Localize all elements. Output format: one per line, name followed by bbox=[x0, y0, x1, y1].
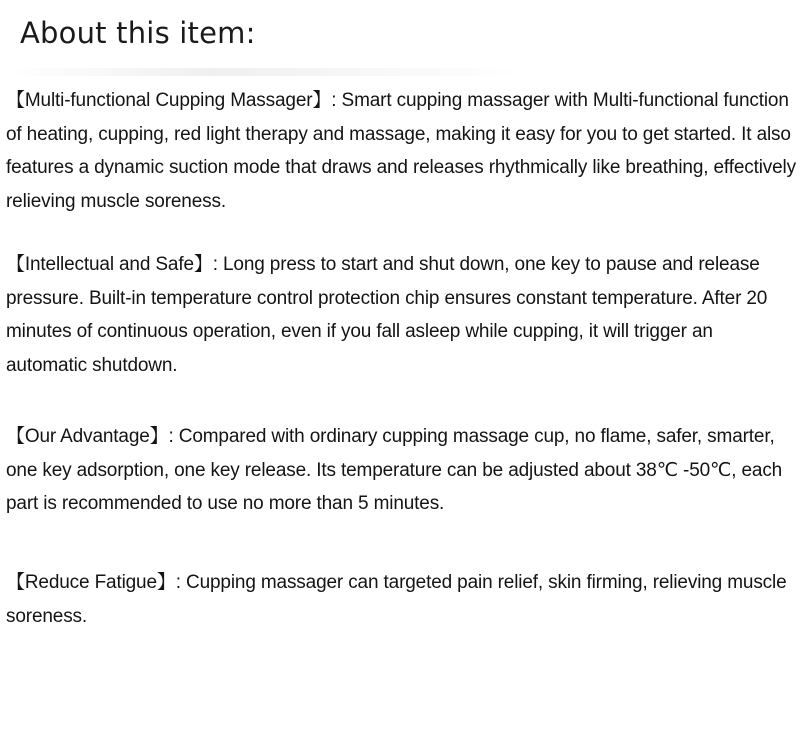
faint-divider bbox=[6, 68, 526, 76]
feature-paragraph-reduce-fatigue bbox=[6, 566, 796, 633]
feature-paragraph-multi-functional bbox=[6, 84, 796, 218]
feature-text: Smart cupping massager with Multi-functional function of heating, cupping, red light therapy and massage, making it easy for you to get started. It also features a dynamic suction mode that draws and releases rhythmically like breathing, effectively relieving muscle soreness. bbox=[6, 90, 796, 212]
page-title: About this item: bbox=[20, 16, 256, 50]
feature-heading: 【Reduce Fatigue】: bbox=[6, 572, 181, 593]
feature-paragraph-intellectual-safe bbox=[6, 248, 796, 382]
feature-heading: 【Multi-functional Cupping Massager】: bbox=[6, 90, 337, 111]
feature-paragraph-our-advantage bbox=[6, 420, 796, 521]
feature-text: Compared with ordinary cupping massage cup, no flame, safer, smarter, one key adsorption, one key release. Its temperature can be adjusted about 38℃ -50℃, each part is recommended to use no more than 5 minutes. bbox=[6, 426, 783, 514]
feature-text: Cupping massager can targeted pain relief, skin firming, relieving muscle soreness. bbox=[6, 572, 787, 627]
feature-text: Long press to start and shut down, one key to pause and release pressure. Built-in temperature control protection chip ensures constant temperature. After 20 minutes of continuous operation, even if you fall asleep while cupping, it will trigger an automatic shutdown. bbox=[6, 254, 768, 376]
feature-heading: 【Our Advantage】: bbox=[6, 426, 174, 447]
feature-heading: 【Intellectual and Safe】: bbox=[6, 254, 218, 275]
